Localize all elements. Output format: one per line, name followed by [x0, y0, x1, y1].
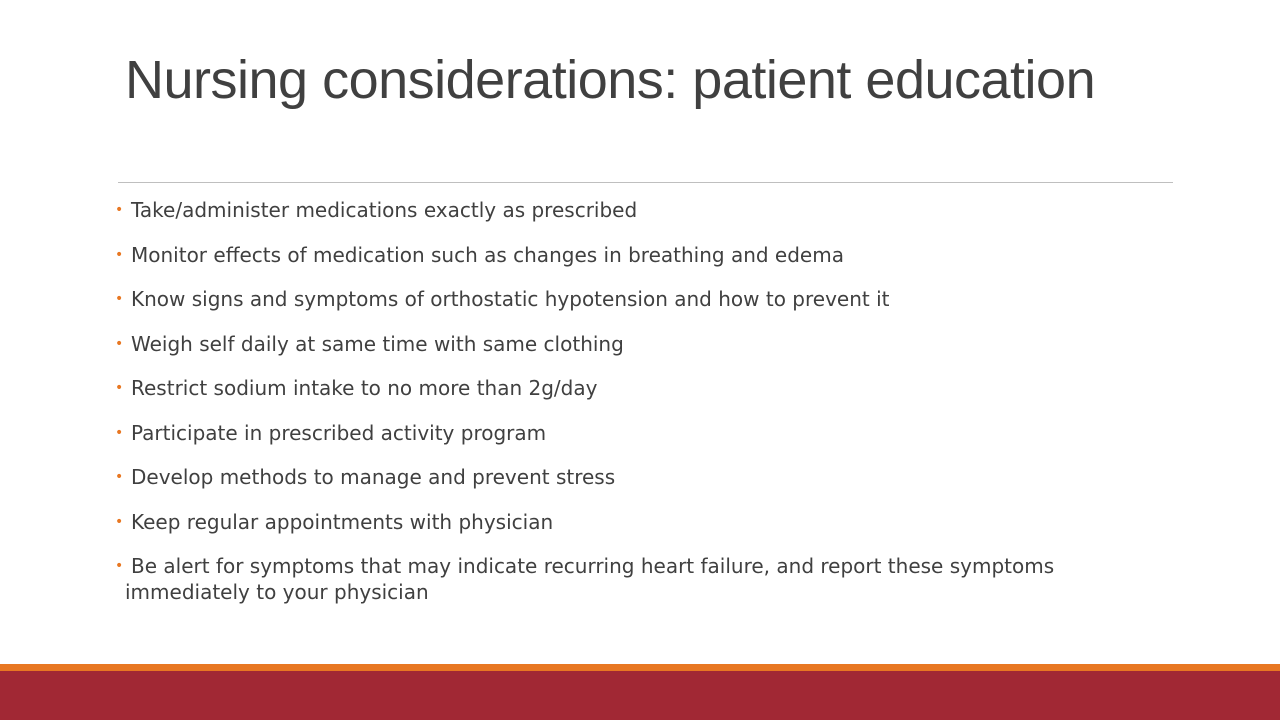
bullet-dot-icon: •: [115, 291, 124, 307]
list-item: [113, 420, 1173, 446]
list-item-text: Keep regular appointments with physician: [131, 509, 554, 534]
list-item: [113, 331, 1173, 357]
list-item-text-line-2: immediately to your physician: [125, 580, 429, 604]
list-item-text: Develop methods to manage and prevent stress: [131, 465, 616, 489]
bullet-dot-icon: •: [115, 202, 124, 218]
list-item: [113, 242, 1173, 268]
list-item-text: [125, 553, 1173, 605]
list-item-text-line-1: Be alert for symptoms that may indicate recurring heart failure, and report these symptoms: [131, 554, 1055, 578]
bullet-dot-icon: •: [115, 380, 124, 396]
bullet-dot-icon: •: [115, 246, 124, 263]
slide-title: Nursing considerations: patient education: [125, 50, 1096, 110]
bullet-dot-icon: •: [115, 469, 124, 485]
bullet-dot-icon: •: [115, 513, 124, 530]
bullet-dot-icon: •: [115, 558, 124, 574]
bullet-dot-icon: •: [115, 335, 124, 352]
footer-band: [0, 671, 1280, 720]
footer-accent-stripe: [0, 664, 1280, 671]
list-item: [113, 509, 1173, 535]
bullet-list: [113, 197, 1173, 624]
list-item: [113, 286, 1173, 312]
list-item-text: Take/administer medications exactly as prescribed: [131, 198, 638, 222]
list-item: [113, 464, 1173, 490]
list-item-text: Know signs and symptoms of orthostatic hypotension and how to prevent it: [131, 287, 890, 311]
list-item: [113, 553, 1173, 605]
bullet-dot-icon: •: [115, 424, 124, 441]
title-divider: [118, 182, 1173, 183]
list-item-text: Weigh self daily at same time with same clothing: [131, 331, 624, 356]
list-item: [113, 197, 1173, 223]
list-item-text: Participate in prescribed activity program: [131, 420, 547, 445]
list-item-text: Restrict sodium intake to no more than 2g/day: [131, 376, 598, 400]
list-item: [113, 375, 1173, 401]
list-item-text: Monitor effects of medication such as changes in breathing and edema: [131, 242, 844, 267]
